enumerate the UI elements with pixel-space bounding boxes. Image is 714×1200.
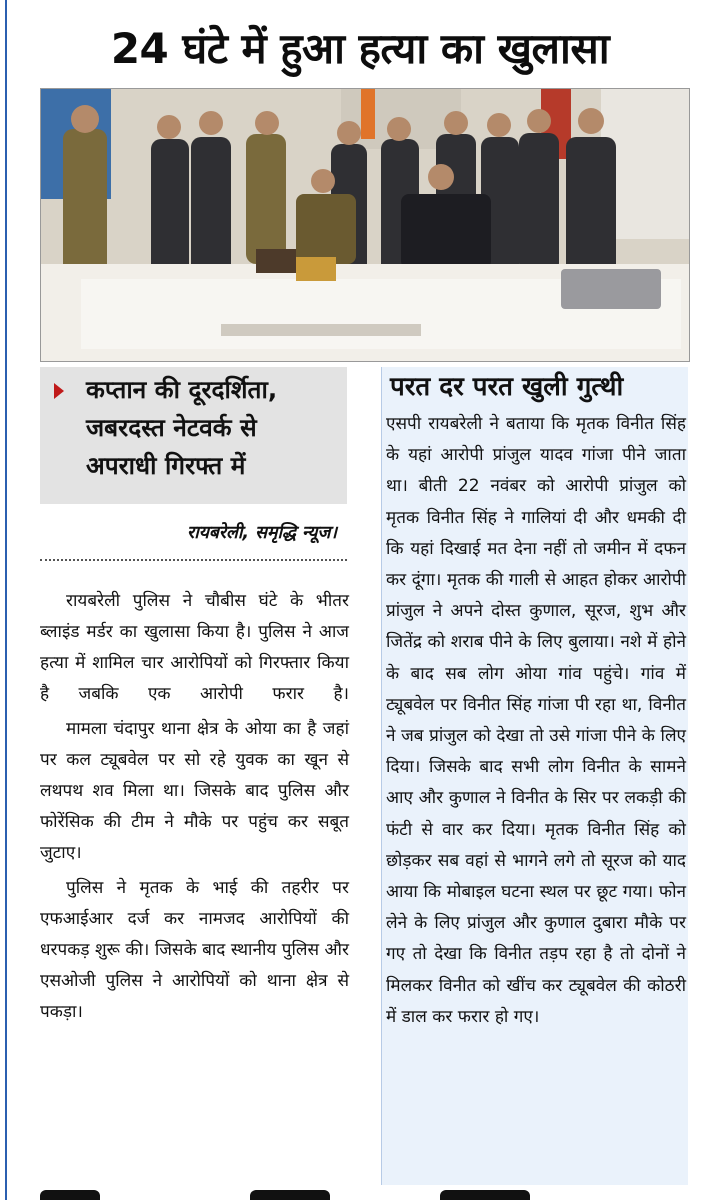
news-photo bbox=[40, 88, 690, 362]
headline: 24 घंटे में हुआ हत्या का खुलासा bbox=[110, 23, 610, 73]
page-left-rule bbox=[5, 0, 7, 1200]
subheading-line: अपराधी गिरफ्त में bbox=[86, 451, 246, 480]
subheading bbox=[86, 371, 346, 485]
next-headline-cropped bbox=[40, 1188, 690, 1200]
subheading-line: जबरदस्त नेटवर्क से bbox=[86, 413, 257, 442]
dotted-divider bbox=[40, 559, 347, 561]
sidebar-box bbox=[381, 367, 688, 1185]
subheading-line: कप्तान की दूरदर्शिता, bbox=[86, 375, 278, 404]
dateline: रायबरेली, समृद्धि न्यूज। bbox=[187, 523, 337, 543]
sidebar-body bbox=[386, 409, 686, 1033]
article-body bbox=[40, 586, 349, 1032]
article-paragraph: पुलिस ने मृतक के भाई की तहरीर पर एफआईआर दर्ज कर नामजद आरोपियों की धरपकड़ शुरू की। जिसके बाद स्थानीय पुलिस और एसओजी पुलिस ने आरोपियों को थाना क्षेत्र से पकड़ा। bbox=[40, 878, 349, 1022]
article-paragraph: रायबरेली पुलिस ने चौबीस घंटे के भीतर ब्लाइंड मर्डर का खुलासा किया है। पुलिस ने आज हत्या में शामिल चार आरोपियों को गिरफ्तार किया है जबकि एक आरोपी फरार है। bbox=[40, 591, 349, 704]
article-paragraph: मामला चंदापुर थाना क्षेत्र के ओया का है जहां पर कल ट्यूबवेल पर सो रहे युवक का खून से लथपथ शव मिला था। जिसके बाद पुलिस और फोरेंसिक की टीम ने मौके पर पहुंच कर सबूत जुटाए। bbox=[40, 719, 349, 863]
sidebar-title: परत दर परत खुली गुत्थी bbox=[390, 372, 624, 402]
sidebar-paragraph: एसपी रायबरेली ने बताया कि मृतक विनीत सिंह के यहां आरोपी प्रांजुल यादव गांजा पीने जाता था। बीती 22 नवंबर को आरोपी प्रांजुल को मृतक विनीत सिंह ने गालियां दी और धमकी दी कि यहां दिखाई मत देना नहीं तो जमीन में दफन कर दूंगा। मृतक की गाली से आहत होकर आरोपी प्रांजुल ने अपने दोस्त कुणाल, सूरज, शुभ और जितेंद्र को शराब पीने के लिए बुलाया। नशे में होने के बाद सब लोग ओया गांव पहुंचे। गांव में ट्यूबवेल पर विनीत सिंह गांजा पी रहा था, विनीत ने जब प्रांजुल को देखा तो उसे गांजा पीने के लिए दिया। जिसके बाद सभी लोग विनीत के सामने आए और कुणाल ने विनीत के सिर पर लकड़ी की फंटी से वार कर दिया। मृतक विनीत सिंह को छोड़कर सब वहां से भागने लगे तो सूरज को याद आया कि मोबाइल घटना स्थल पर छूट गया। फोन लेने के लिए प्रांजुल और कुणाल दुबारा मौके पर गए तो देखा कि विनीत तड़प रहा है तो दोनों ने मिलकर विनीत को खींच कर ट्यूबवेल की कोठरी में डाल कर फरार हो गए। bbox=[386, 414, 686, 1027]
subheading-arrow-icon bbox=[54, 383, 64, 399]
subheading-box bbox=[40, 367, 347, 504]
